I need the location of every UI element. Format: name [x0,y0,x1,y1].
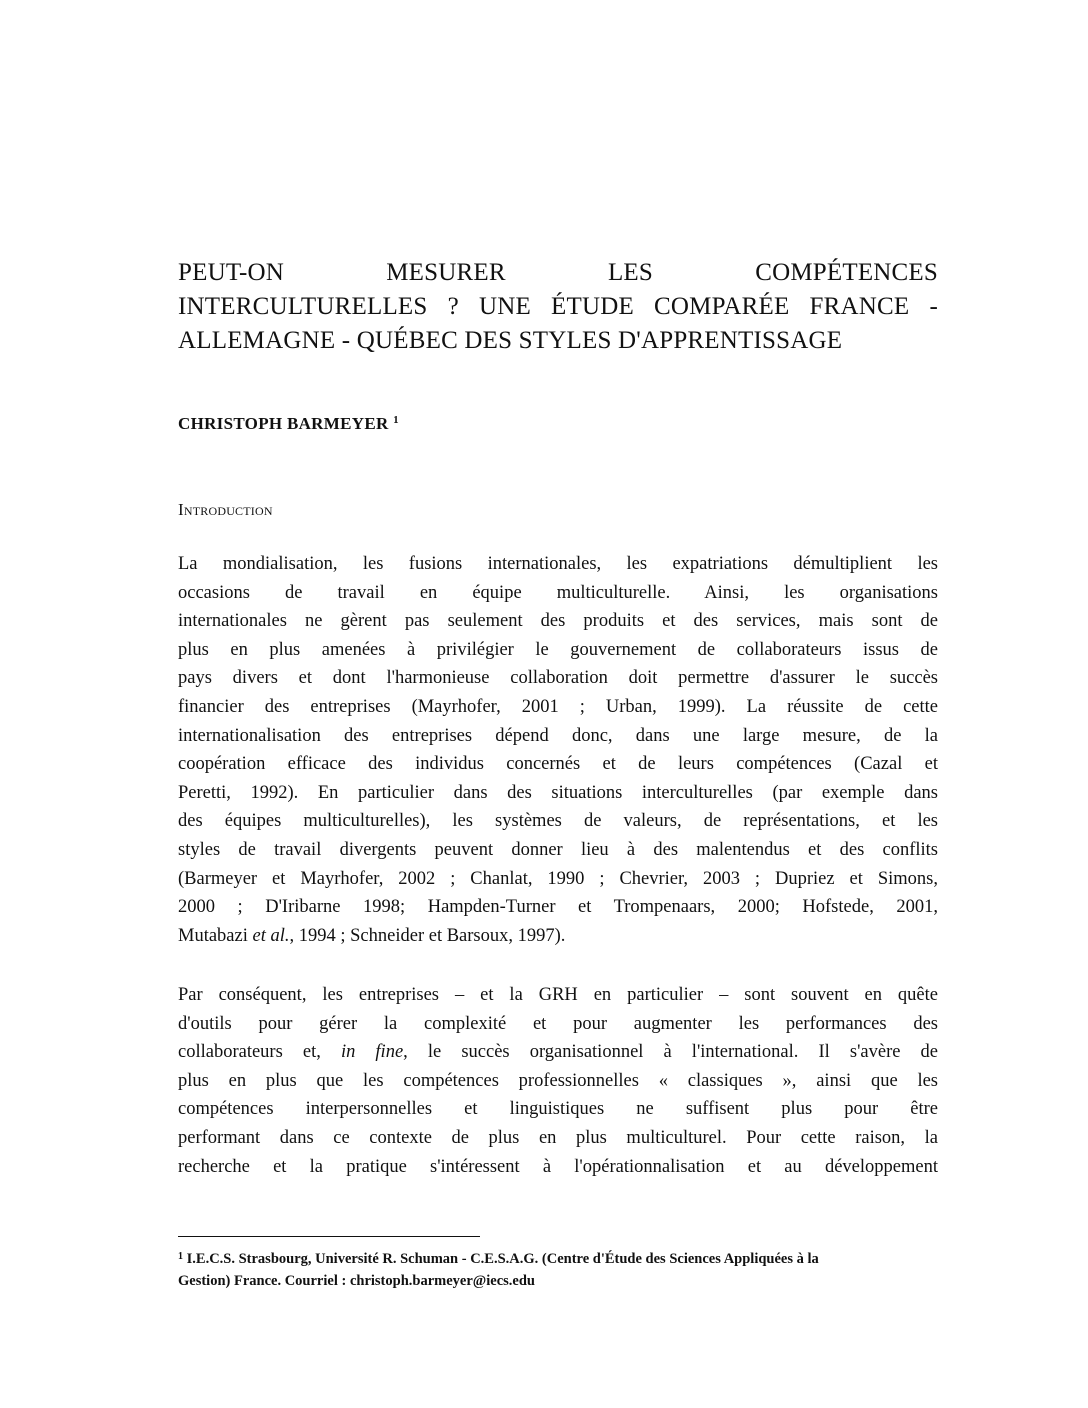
italic-text: et al. [252,925,290,946]
footnote-reference: 1 [393,414,399,426]
italic-text: in fine [340,1042,404,1063]
author-name [178,414,399,434]
footnote-separator [178,1236,480,1237]
text-line: internationales ne gèrent pas seulement des produits et des services, mais sont de [178,611,938,632]
text-run: Mutabazi [178,925,253,946]
text-run: , 1994 ; Schneider et Barsoux, 1997). [289,925,566,946]
text-line: compétences interpersonnelles et linguistiques ne suffisent plus pour être [178,1099,938,1120]
author-name-text: CHRISTOPH BARMEYER [178,414,389,433]
article-title [178,256,938,358]
title-line: ALLEMAGNE - QUÉBEC DES STYLES D'APPRENTISSAGE [178,327,843,354]
text-line: coopération efficace des individus concernés et de leurs compétences (Cazal et [178,754,938,775]
text-line [178,1038,938,1067]
footnote-mark: 1 [178,1251,183,1262]
text-run: , le succès organisationnel à l'international. Il s'avère de [403,1042,938,1063]
footnote [178,1246,948,1292]
text-line: plus en plus amenées à privilégier le gouvernement de collaborateurs issus de [178,639,938,660]
body-paragraph [178,550,938,950]
text-line: Par conséquent, les entreprises – et la GRH en particulier – sont souvent en quête [178,985,938,1005]
text-line: pays divers et dont l'harmonieuse collaboration doit permettre d'assurer le succès [178,668,938,689]
text-run: collaborateurs et, [178,1042,341,1063]
text-line: occasions de travail en équipe multiculturelle. Ainsi, les organisations [178,582,938,603]
body-paragraph [178,981,938,1181]
text-line: styles de travail divergents peuvent donner lieu à des malentendus et des conflits [178,839,938,860]
section-heading: Introduction [178,500,273,519]
text-line: des équipes multiculturelles), les systèmes de valeurs, de représentations, et les [178,811,938,832]
text-line: performant dans ce contexte de plus en plus multiculturel. Pour cette raison, la [178,1127,938,1148]
text-line: financier des entreprises (Mayrhofer, 2001 ; Urban, 1999). La réussite de cette [178,696,938,717]
footnote-text: I.E.C.S. Strasbourg, Université R. Schuman - C.E.S.A.G. (Centre d'Étude des Sciences Appliquées à la [186,1251,819,1267]
text-line: plus en plus que les compétences professionnelles « classiques », ainsi que les [178,1070,938,1091]
text-line [178,922,938,951]
text-line: recherche et la pratique s'intéressent à l'opérationnalisation et au développement [178,1156,938,1177]
text-line: 2000 ; D'Iribarne 1998; Hampden-Turner et Trompenaars, 2000; Hofstede, 2001, [178,897,938,918]
text-line: La mondialisation, les fusions internationales, les expatriations démultiplient les [178,554,938,574]
footnote-text: Gestion) France. Courriel : christoph.barmeyer@iecs.edu [178,1273,535,1289]
title-line: INTERCULTURELLES ? UNE ÉTUDE COMPARÉE FRANCE - [178,293,938,320]
text-line: (Barmeyer et Mayrhofer, 2002 ; Chanlat, 1990 ; Chevrier, 2003 ; Dupriez et Simons, [178,868,938,889]
title-line: PEUT-ON MESURER LES COMPÉTENCES [178,259,938,286]
text-line: Peretti, 1992). En particulier dans des situations interculturelles (par exemple dans [178,782,938,803]
text-line: internationalisation des entreprises dépend donc, dans une large mesure, de la [178,725,938,746]
text-line: d'outils pour gérer la complexité et pour augmenter les performances des [178,1013,938,1034]
